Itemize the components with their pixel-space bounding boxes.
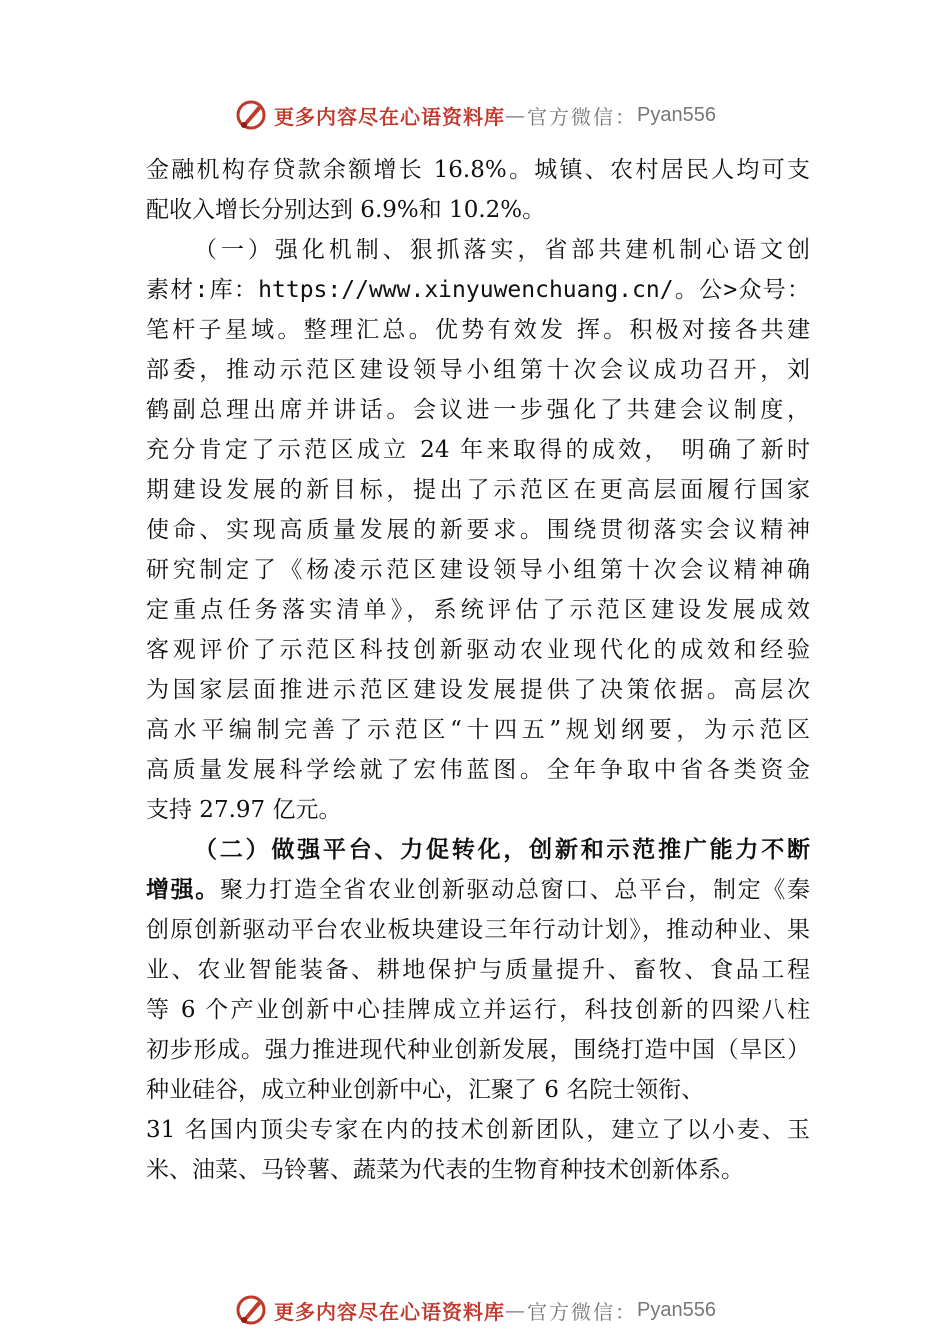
text-line: 金融机构存贷款余额增长 16.8%。城镇、农村居民人均可支 bbox=[146, 157, 810, 183]
text-span: 聚力打造全省农业创新驱动总窗口、总平台，制定《秦 bbox=[219, 877, 811, 903]
text-line: 支持 27.97 亿元。 bbox=[146, 797, 342, 823]
text-line: 素材:库：https://www.xinyuwenchuang.cn/。公>众号： bbox=[146, 277, 810, 303]
text-line: 充分肯定了示范区成立 24 年来取得的成效， 明确了新时 bbox=[146, 437, 810, 463]
text-line: 为国家层面推进示范区建设发展提供了决策依据。高层次 bbox=[146, 677, 810, 703]
header-banner bbox=[0, 95, 950, 135]
banner-dash: — bbox=[505, 1298, 528, 1322]
text-line: 业、农业智能装备、耕地保护与质量提升、畜牧、食品工程 bbox=[146, 957, 810, 983]
text-line bbox=[146, 870, 810, 910]
text-line: 创原创新驱动平台农业板块建设三年行动计划》，推动种业、果 bbox=[146, 917, 810, 943]
text-line: 研究制定了《杨凌示范区建设领导小组第十次会议精神确 bbox=[146, 557, 810, 583]
footer-banner bbox=[0, 1290, 950, 1330]
text-line: 种业硅谷，成立种业创新中心，汇聚了 6 名院士领衔、 bbox=[146, 1077, 705, 1103]
text-line: 使命、实现高质量发展的新要求。围绕贯彻落实会议精神 bbox=[146, 517, 810, 543]
text-line: 等 6 个产业创新中心挂牌成立并运行，科技创新的四梁八柱 bbox=[146, 997, 810, 1023]
section-heading-1: （一）强化机制、狠抓落实，省部共建机制心语文创 bbox=[194, 237, 810, 263]
text-line: 客观评价了示范区科技创新驱动农业现代化的成效和经验 bbox=[146, 637, 810, 663]
section-heading-2: （二）做强平台、力促转化，创新和示范推广能力不断 bbox=[194, 836, 810, 863]
banner-wechat-label: 官方微信： bbox=[527, 104, 638, 129]
brush-logo-icon bbox=[234, 98, 268, 132]
text-line: 配收入增长分别达到 6.9%和 10.2%。 bbox=[146, 197, 546, 223]
banner-wechat-id: Pyan556 bbox=[637, 1298, 716, 1321]
text-line: 鹤副总理出席并讲话。会议进一步强化了共建会议制度， bbox=[146, 397, 810, 423]
document-body bbox=[146, 150, 810, 1190]
text-line: 期建设发展的新目标，提出了示范区在更高层面履行国家 bbox=[146, 477, 810, 503]
text-line: 高水平编制完善了示范区“十四五”规划纲要，为示范区 bbox=[146, 717, 810, 743]
banner-wechat-id: Pyan556 bbox=[637, 103, 716, 126]
text-line: 初步形成。强力推进现代种业创新发展，围绕打造中国（旱区） bbox=[146, 1037, 810, 1063]
banner-title: 更多内容尽在心语资料库 bbox=[274, 104, 506, 129]
text-line: 米、油菜、马铃薯、蔬菜为代表的生物育种技术创新体系。 bbox=[146, 1157, 744, 1183]
section-heading-2-tail: 增强。 bbox=[146, 876, 220, 903]
banner-title: 更多内容尽在心语资料库 bbox=[274, 1299, 506, 1324]
text-line: 31 名国内顶尖专家在内的技术创新团队，建立了以小麦、玉 bbox=[146, 1117, 810, 1143]
banner-wechat-label: 官方微信： bbox=[527, 1299, 638, 1324]
text-line: 笔杆子星域。整理汇总。优势有效发 挥。积极对接各共建 bbox=[146, 317, 810, 343]
text-line: 部委，推动示范区建设领导小组第十次会议成功召开，刘 bbox=[146, 357, 810, 383]
text-line: 定重点任务落实清单》，系统评估了示范区建设发展成效 bbox=[146, 597, 810, 623]
text-line: 高质量发展科学绘就了宏伟蓝图。全年争取中省各类资金 bbox=[146, 757, 810, 783]
brush-logo-icon bbox=[234, 1293, 268, 1327]
banner-dash: — bbox=[505, 103, 528, 127]
